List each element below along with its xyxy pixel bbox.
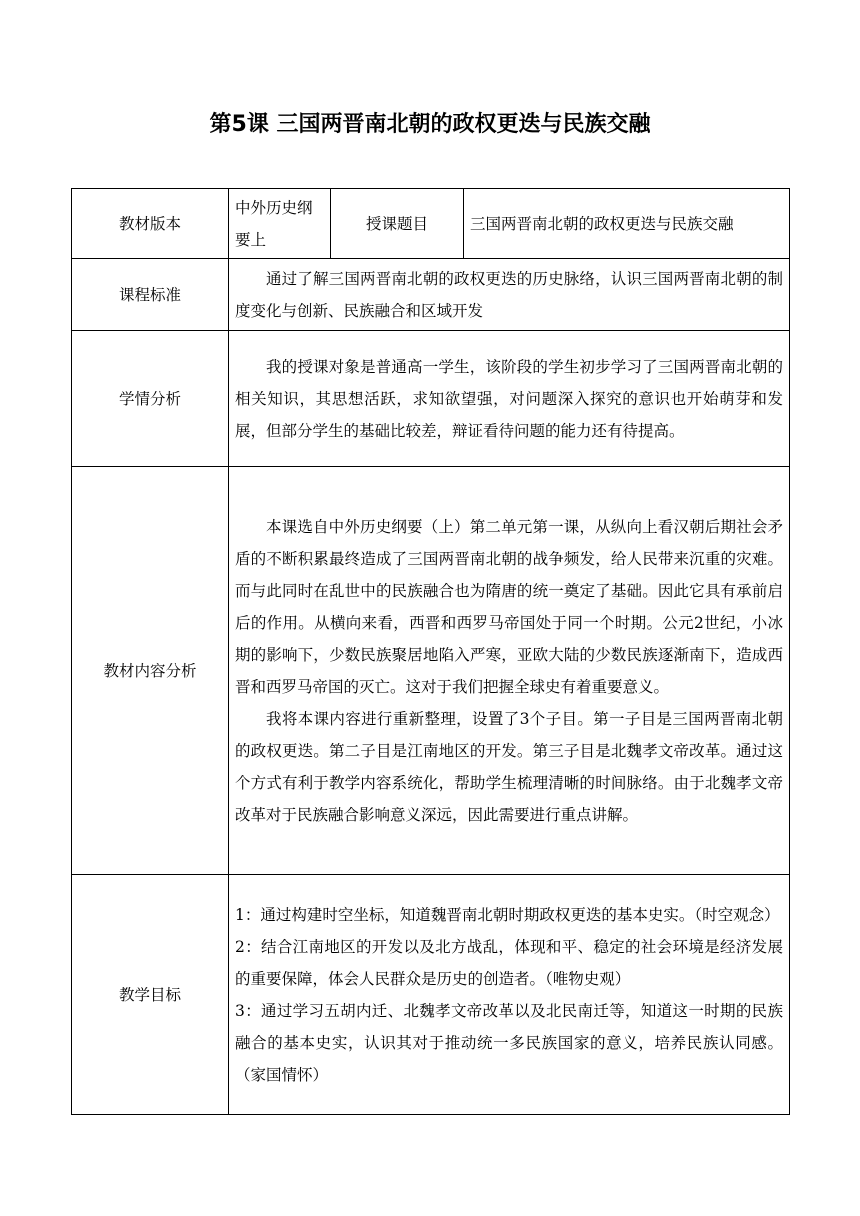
lesson-topic-label: 授课题目	[331, 189, 464, 259]
course-standard-text: 通过了解三国两晋南北朝的政权更迭的历史脉络，认识三国两晋南北朝的制度变化与创新、民族融合和区域开发	[235, 269, 783, 320]
teaching-goals-label: 教学目标	[72, 875, 229, 1115]
teaching-goal-1: 1：通过构建时空坐标，知道魏晋南北朝时期政权更迭的基本史实。（时空观念）	[235, 905, 780, 924]
table-row-textbook	[72, 189, 790, 259]
teaching-goal-3: 3：通过学习五胡内迁、北魏孝文帝改革以及北民南迁等，知道这一时期的民族融合的基本史实，认识其对于推动统一多民族国家的意义，培养民族认同感。（家国情怀）	[235, 1001, 783, 1084]
teaching-goal-2: 2：结合江南地区的开发以及北方战乱，体现和平、稳定的社会环境是经济发展的重要保障，体会人民群众是历史的创造者。（唯物史观）	[235, 937, 783, 988]
table-row-students	[72, 331, 790, 467]
content-analysis-paragraph-2: 我将本课内容进行重新整理，设置了3个子目。第一子目是三国两晋南北朝的政权更迭。第二子目是江南地区的开发。第三子目是北魏孝文帝改革。通过这个方式有利于教学内容系统化，帮助学生梳理清晰的时间脉络。由于北魏孝文帝改革对于民族融合影响意义深远，因此需要进行重点讲解。	[235, 709, 783, 824]
teaching-goals-cell	[229, 875, 790, 1115]
textbook-version-label: 教材版本	[72, 189, 229, 259]
table-row-content	[72, 467, 790, 875]
content-analysis-cell	[229, 467, 790, 875]
student-analysis-text: 我的授课对象是普通高一学生，该阶段的学生初步学习了三国两晋南北朝的相关知识，其思想活跃，求知欲望强，对问题深入探究的意识也开始萌芽和发展，但部分学生的基础比较差，辩证看待问题的能力还有待提高。	[235, 357, 783, 440]
table-row-standard	[72, 259, 790, 331]
page-title: 第5课 三国两晋南北朝的政权更迭与民族交融	[209, 112, 651, 137]
content-analysis-label: 教材内容分析	[72, 467, 229, 875]
lesson-topic-value: 三国两晋南北朝的政权更迭与民族交融	[464, 189, 790, 259]
student-analysis-label: 学情分析	[72, 331, 229, 467]
content-analysis-paragraph-1: 本课选自中外历史纲要（上）第二单元第一课，从纵向上看汉朝后期社会矛盾的不断积累最终造成了三国两晋南北朝的战争频发，给人民带来沉重的灾难。而与此同时在乱世中的民族融合也为隋唐的统一奠定了基础。因此它具有承前启后的作用。从横向来看，西晋和西罗马帝国处于同一个时期。公元2世纪，小冰期的影响下，少数民族聚居地陷入严寒，亚欧大陆的少数民族逐渐南下，造成西晋和西罗马帝国的灭亡。这对于我们把握全球史有着重要意义。	[235, 517, 783, 696]
table-row-goals	[72, 875, 790, 1115]
textbook-version-value: 中外历史纲要上	[229, 189, 331, 259]
student-analysis-cell	[229, 331, 790, 467]
course-standard-cell	[229, 259, 790, 331]
lesson-plan-table	[71, 188, 790, 1115]
course-standard-label: 课程标准	[72, 259, 229, 331]
